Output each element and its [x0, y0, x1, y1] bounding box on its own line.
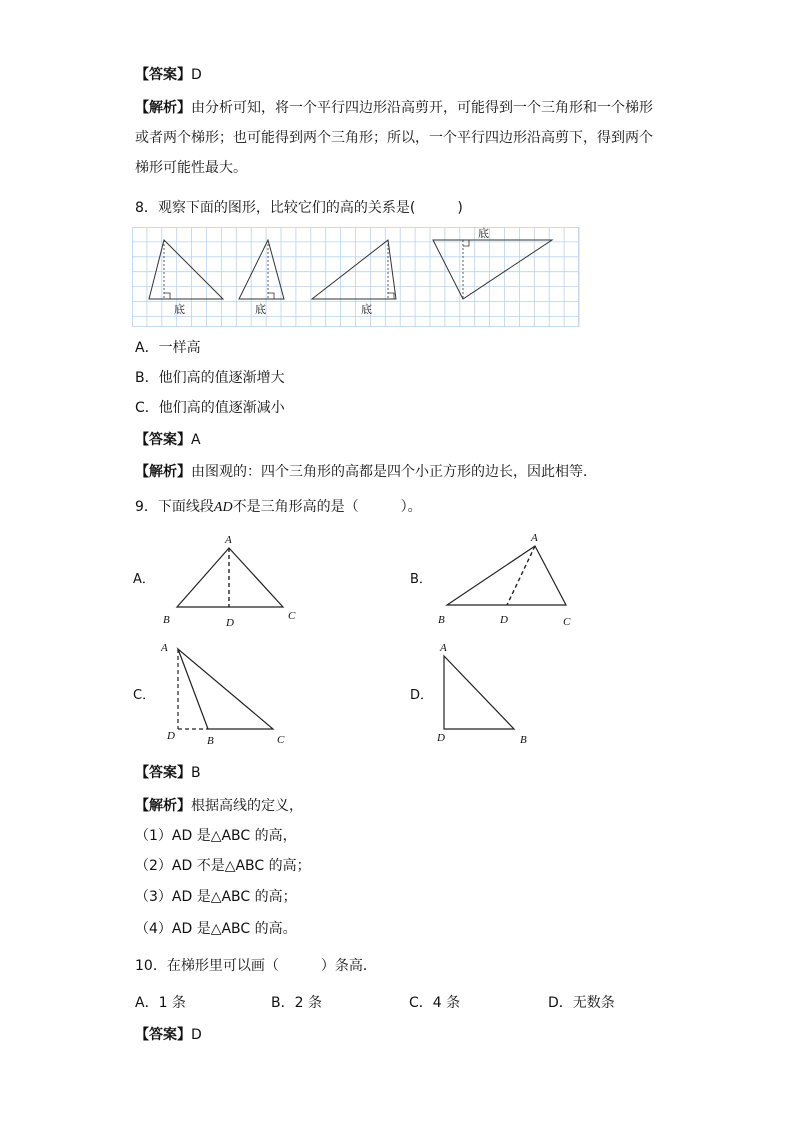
q10-answer: 【答案】D	[135, 1027, 202, 1043]
q8-option-a: A．一样高	[135, 340, 201, 356]
q7-analysis-line-1: 【解析】由分析可知，将一个平行四边形沿高剪开，可能得到一个三角形和一个梯形	[135, 100, 653, 116]
q8-base-label-3: 底	[361, 303, 372, 316]
q9-d-vertex-b: B	[520, 734, 527, 746]
q9-option-a-label: A．	[133, 572, 155, 587]
analysis-tag: 【解析】	[135, 100, 191, 116]
q9-option-d-label: D．	[410, 688, 434, 703]
q9-c-vertex-c: C	[277, 734, 285, 746]
q9-analysis-line-4: （3）AD 是△ABC 的高；	[135, 889, 297, 905]
q9-option-b-label: B．	[410, 572, 432, 587]
q8-base-label-1: 底	[174, 303, 185, 316]
q9-analysis-line-2: （1）AD 是△ABC 的高，	[135, 828, 297, 844]
q9-a-vertex-d: D	[226, 617, 234, 629]
q9-c-vertex-b: B	[207, 735, 214, 747]
q10-option-d: D．无数条	[548, 995, 615, 1011]
q10-stem: 10．在梯形里可以画（ ）条高．	[135, 958, 377, 974]
q9-d-vertex-a: A	[440, 642, 447, 654]
q10-option-a: A．1 条	[135, 995, 186, 1011]
q9-d-vertex-d: D	[437, 732, 445, 744]
q8-analysis: 【解析】由图观的：四个三角形的高都是四个小正方形的边长，因此相等．	[135, 464, 597, 480]
q9-c-vertex-a: A	[161, 642, 168, 654]
q9-option-c-label: C．	[133, 688, 156, 703]
q10-option-c: C．4 条	[409, 995, 461, 1011]
q9-c-vertex-d: D	[167, 730, 175, 742]
q7-answer-value: D	[191, 67, 202, 83]
q9-b-vertex-a: A	[531, 532, 538, 544]
q7-analysis-line-2: 或者两个梯形；也可能得到两个三角形；所以，一个平行四边形沿高剪下，得到两个	[135, 130, 653, 146]
q9-analysis-line-3: （2）AD 不是△ABC 的高；	[135, 858, 311, 874]
q8-option-b: B．他们高的值逐渐增大	[135, 370, 285, 386]
q7-analysis-line-3: 梯形可能性最大。	[135, 160, 247, 176]
q9-figure-b-triangle	[447, 546, 566, 605]
q9-figure-d-triangle	[444, 656, 514, 729]
q9-a-vertex-c: C	[288, 610, 296, 622]
q9-b-vertex-b: B	[438, 614, 445, 626]
q8-base-label-4: 底	[478, 227, 489, 240]
q9-answer: 【答案】B	[135, 765, 201, 781]
q9-analysis-line-1: 【解析】根据高线的定义，	[135, 798, 303, 814]
q9-b-vertex-d: D	[500, 614, 508, 626]
q9-a-vertex-a: A	[225, 534, 232, 546]
q8-base-label-2: 底	[255, 303, 266, 316]
q8-stem: 8．观察下面的图形，比较它们的高的关系是( )	[135, 200, 463, 216]
q9-b-vertex-c: C	[563, 616, 571, 628]
q9-figure-c-triangle	[178, 649, 273, 729]
answer-tag: 【答案】	[135, 67, 191, 83]
q8-answer: 【答案】A	[135, 432, 201, 448]
q9-analysis-line-5: （4）AD 是△ABC 的高。	[135, 921, 297, 937]
q10-option-b: B．2 条	[271, 995, 322, 1011]
q9-figure-a-triangle	[177, 548, 283, 607]
q9-a-vertex-b: B	[163, 614, 170, 626]
q9-stem: 9．下面线段AD不是三角形高的是（ ）。	[135, 499, 422, 515]
q8-option-c: C．他们高的值逐渐减小	[135, 400, 285, 416]
